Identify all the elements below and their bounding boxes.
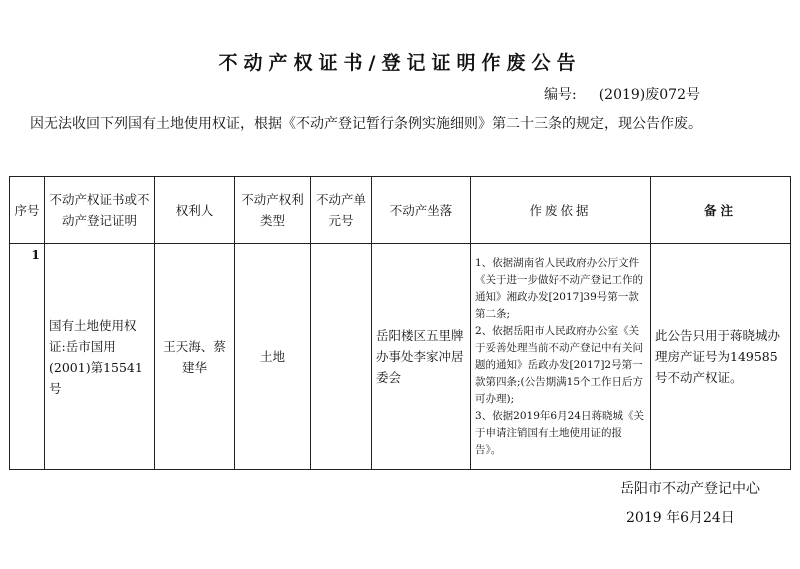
header-location: 不动产坐落 bbox=[372, 177, 471, 244]
row-holder: 王天海、蔡建华 bbox=[155, 244, 235, 470]
header-unit-no: 不动产单元号 bbox=[311, 177, 372, 244]
document-number bbox=[544, 84, 700, 104]
header-certificate: 不动产权证书或不动产登记证明 bbox=[45, 177, 155, 244]
header-holder: 权利人 bbox=[155, 177, 235, 244]
row-location: 岳阳楼区五里牌办事处李家冲居委会 bbox=[372, 244, 471, 470]
basis-item-2: 2、依据岳阳市人民政府办公室《关于妥善处理当前不动产登记中有关问题的通知》岳政办发[2017]2号第一款第四条;(公告期满15个工作日后方可办理); bbox=[475, 324, 643, 405]
table-row bbox=[10, 244, 791, 470]
header-index: 序号 bbox=[10, 177, 45, 244]
issue-date: 2019 年6月24日 bbox=[626, 510, 735, 526]
void-certificate-table bbox=[9, 176, 791, 470]
table-header-row bbox=[10, 177, 791, 244]
row-unit-no bbox=[311, 244, 372, 470]
basis-item-3: 3、依据2019年6月24日蒋晓城《关于申请注销国有土地使用证的报告》。 bbox=[475, 409, 644, 456]
row-certificate: 国有土地使用权证:岳市国用(2001)第15541号 bbox=[45, 244, 155, 470]
intro-paragraph: 因无法收回下列国有土地使用权证，根据《不动产登记暂行条例实施细则》第二十三条的规定，现公告作废。 bbox=[30, 116, 702, 132]
header-remarks: 备注 bbox=[651, 177, 791, 244]
row-right-type: 土地 bbox=[235, 244, 311, 470]
row-index: 1 bbox=[10, 244, 45, 470]
notice-title: 不动产权证书/登记证明作废公告 bbox=[218, 52, 582, 74]
header-basis: 作废依据 bbox=[471, 177, 651, 244]
row-basis bbox=[471, 244, 651, 470]
issuing-organization: 岳阳市不动产登记中心 bbox=[620, 481, 760, 497]
basis-item-1: 1、依据湖南省人民政府办公厅文件《关于进一步做好不动产登记工作的通知》湘政办发[2017]39号第一款第二条; bbox=[475, 256, 643, 320]
document-number-label: 编号: bbox=[544, 87, 577, 103]
document-number-value: (2019)废072号 bbox=[598, 87, 700, 103]
header-right-type: 不动产权利类型 bbox=[235, 177, 311, 244]
row-remarks: 此公告只用于蒋晓城办理房产证号为149585号不动产权证。 bbox=[651, 244, 791, 470]
